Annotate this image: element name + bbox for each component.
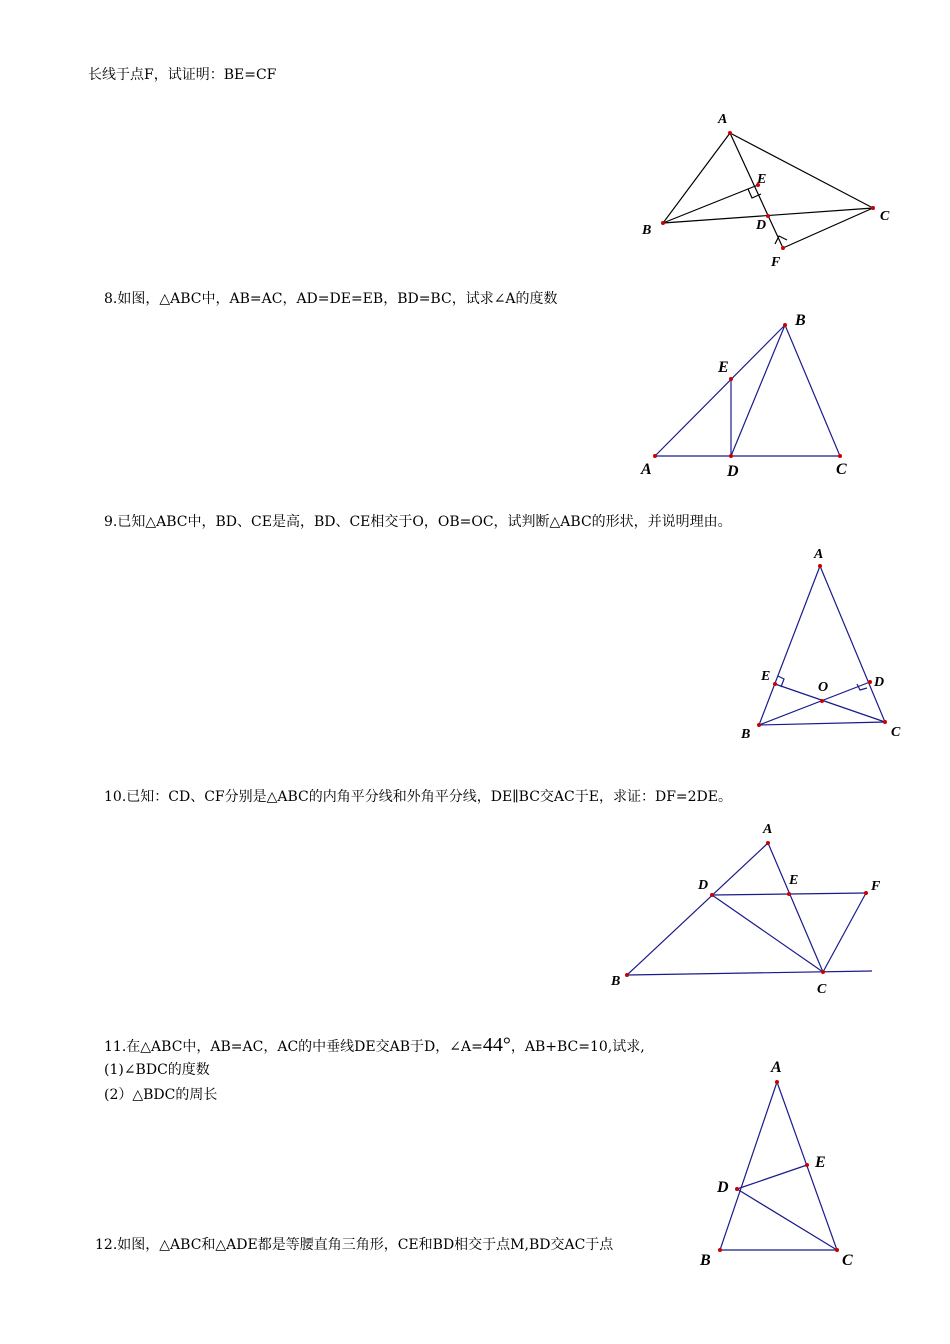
label-e-10: E (789, 873, 799, 888)
label-b-8: B (795, 312, 806, 329)
label-e-8: E (718, 359, 729, 376)
label-f-7: F (771, 255, 781, 270)
problem-7-tail: 长线于点F，试证明：BE=CF (88, 67, 277, 83)
line-fc (823, 893, 866, 972)
problem-8: 8.如图，△ABC中，AB=AC，AD=DE=EB，BD=BC，试求∠A的度数 (104, 291, 558, 307)
label-a-7: A (718, 112, 728, 127)
label-d-7: D (756, 218, 767, 233)
label-f-10: F (871, 879, 881, 894)
label-e-9: E (761, 669, 771, 684)
label-d-9: D (874, 675, 885, 690)
label-c-7: C (880, 209, 890, 224)
figure-8 (655, 325, 840, 456)
triangle-abc-8 (655, 325, 840, 456)
label-e-11: E (815, 1154, 826, 1171)
line-dc-11 (737, 1189, 837, 1250)
line-bc-extended (627, 971, 872, 975)
label-b-7: B (642, 223, 652, 238)
problem-12: 12.如图，△ABC和△ADE都是等腰直角三角形，CE和BD相交于点M,BD交AC于点 (95, 1237, 614, 1253)
label-e-7: E (757, 172, 767, 187)
label-b-10: B (611, 974, 621, 989)
figure-7-points (661, 131, 875, 250)
problem-11-text-b: ，AB+BC=10,试求, (510, 1039, 645, 1055)
problem-11-part-1: (1)∠BDC的度数 (104, 1062, 210, 1078)
angle-value: 44° (482, 1034, 511, 1056)
line-bd-9 (759, 682, 870, 725)
label-b-9: B (741, 727, 751, 742)
line-ce-9 (775, 684, 885, 722)
label-d-11: D (717, 1179, 729, 1196)
problem-10: 10.已知：CD、CF分别是△ABC的内角平分线和外角平分线，DE∥BC交AC于E，求证：DF=2DE。 (104, 789, 732, 805)
line-bd (731, 325, 785, 456)
figure-8-points (653, 323, 842, 458)
label-d-8: D (727, 463, 739, 480)
label-a-9: A (814, 547, 824, 562)
figure-9-points (757, 564, 887, 727)
figure-7 (663, 133, 873, 248)
line-ba (627, 843, 768, 975)
label-c-9: C (891, 725, 901, 740)
label-c-10: C (817, 982, 827, 997)
figure-10 (627, 843, 872, 975)
label-o-9: O (818, 680, 829, 695)
problem-11-part-2: (2）△BDC的周长 (104, 1087, 218, 1103)
label-c-8: C (836, 461, 847, 478)
problem-9: 9.已知△ABC中，BD、CE是高，BD、CE相交于O，OB=OC，试判断△ABC的形状，并说明理由。 (104, 514, 732, 530)
label-c-11: C (842, 1252, 853, 1269)
label-d-10: D (698, 878, 709, 893)
label-a-11: A (771, 1059, 782, 1076)
triangle-abc-7 (663, 133, 873, 223)
label-a-8: A (641, 461, 652, 478)
problem-11-text-a: 11.在△ABC中，AB=AC，AC的中垂线DE交AB于D，∠A= (104, 1039, 483, 1055)
label-b-11: B (700, 1252, 711, 1269)
label-a-10: A (763, 822, 773, 837)
